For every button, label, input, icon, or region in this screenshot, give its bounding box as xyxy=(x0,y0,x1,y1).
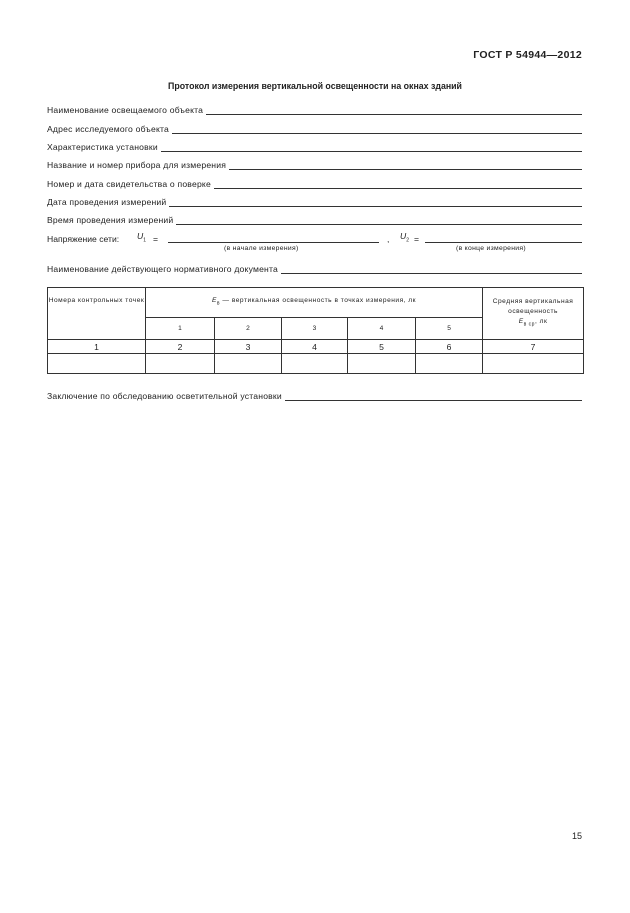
column-number: 6 xyxy=(416,340,483,354)
table-cell[interactable] xyxy=(215,354,282,374)
field-object-address[interactable] xyxy=(47,122,582,134)
page-number: 15 xyxy=(571,831,582,841)
field-label: Номер и дата свидетельства о поверке xyxy=(47,179,211,189)
fill-line[interactable] xyxy=(176,215,582,225)
column-number: 7 xyxy=(483,340,584,354)
field-label: Время проведения измерений xyxy=(47,215,174,225)
column-number: 4 xyxy=(282,340,348,354)
field-label: Название и номер прибора для измерения xyxy=(47,160,227,170)
field-measurement-time[interactable] xyxy=(47,213,582,225)
subheader-point: 1 xyxy=(146,318,215,340)
fill-line[interactable] xyxy=(161,142,582,152)
field-object-name[interactable] xyxy=(47,103,582,115)
table-cell[interactable] xyxy=(348,354,416,374)
table-cell[interactable] xyxy=(48,354,146,374)
table-cell[interactable] xyxy=(483,354,584,374)
fill-line[interactable] xyxy=(285,391,582,401)
note-end: (в конце измерения) xyxy=(456,245,526,252)
field-conclusion[interactable] xyxy=(47,389,582,401)
subheader-point: 2 xyxy=(215,318,282,340)
fill-line[interactable] xyxy=(229,160,582,170)
u2-symbol: $U_2$ xyxy=(400,231,409,244)
field-label: Наименование освещаемого объекта xyxy=(47,105,204,115)
header-control-points: Номера контрольных точек xyxy=(48,288,146,340)
field-installation-characteristic[interactable] xyxy=(47,140,582,152)
field-label: Заключение по обследованию осветительной установки xyxy=(47,391,282,401)
standard-code: ГОСТ Р 54944—2012 xyxy=(473,49,582,61)
fill-line[interactable] xyxy=(206,105,582,115)
comma: , xyxy=(387,234,390,244)
equals-sign: = xyxy=(153,234,159,244)
field-label: Адрес исследуемого объекта xyxy=(47,124,170,134)
voltage-row xyxy=(47,232,582,244)
field-label: Характеристика установки xyxy=(47,142,158,152)
field-label: Наименование действующего нормативного документа xyxy=(47,264,279,274)
field-label: Дата проведения измерений xyxy=(47,197,167,207)
subheader-point: 5 xyxy=(416,318,483,340)
measurement-table xyxy=(47,287,584,374)
equals-sign: = xyxy=(414,234,420,244)
subheader-point: 4 xyxy=(348,318,416,340)
column-number: 3 xyxy=(215,340,282,354)
field-device-name-number[interactable] xyxy=(47,158,582,170)
column-number: 5 xyxy=(348,340,416,354)
fill-line[interactable] xyxy=(169,197,582,207)
fill-line[interactable] xyxy=(172,124,582,134)
u1-fill-line[interactable] xyxy=(168,241,379,243)
column-numbering-row xyxy=(48,340,584,354)
u1-symbol: $U_1$ xyxy=(137,231,146,244)
field-measurement-date[interactable] xyxy=(47,195,582,207)
u2-fill-line[interactable] xyxy=(425,241,582,243)
note-start: (в начале измерения) xyxy=(224,245,299,252)
voltage-label: Напряжение сети: xyxy=(47,234,120,244)
protocol-title: Протокол измерения вертикальной освещенности на окнах зданий xyxy=(168,81,462,91)
fill-line[interactable] xyxy=(214,179,582,189)
table-cell[interactable] xyxy=(282,354,348,374)
column-number: 2 xyxy=(146,340,215,354)
fill-line[interactable] xyxy=(281,264,582,274)
field-normative-document[interactable] xyxy=(47,262,582,274)
header-illuminance-group: $E_в$ — вертикальная освещенность в точках измерения, лк xyxy=(146,288,483,318)
table-cell[interactable] xyxy=(416,354,483,374)
field-certificate-number-date[interactable] xyxy=(47,177,582,189)
header-average-illuminance: Средняя вертикальная освещенность $E_{в ср}$, лк xyxy=(483,288,584,340)
column-number: 1 xyxy=(48,340,146,354)
subheader-point: 3 xyxy=(282,318,348,340)
table-cell[interactable] xyxy=(146,354,215,374)
table-row xyxy=(48,354,584,374)
